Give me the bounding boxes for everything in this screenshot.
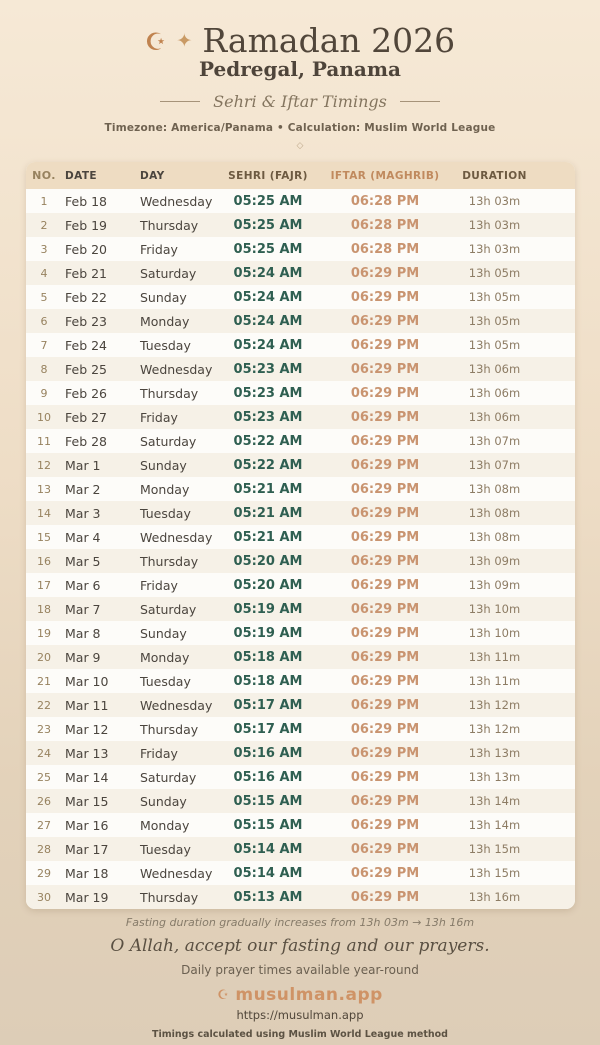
cell-sehri: 05:24 AM bbox=[233, 337, 303, 353]
cell-no: 7 bbox=[40, 338, 48, 352]
cell-duration: 13h 10m bbox=[468, 602, 521, 616]
cell-day: Tuesday bbox=[140, 841, 191, 857]
cell-duration: 13h 15m bbox=[468, 866, 521, 880]
cell-duration: 13h 13m bbox=[468, 746, 521, 760]
cell-iftar: 06:28 PM bbox=[350, 193, 420, 209]
cell-duration: 13h 11m bbox=[468, 674, 521, 688]
table-body bbox=[26, 189, 575, 909]
cell-iftar: 06:29 PM bbox=[350, 265, 420, 281]
cell-iftar: 06:29 PM bbox=[350, 745, 420, 761]
cell-date: Feb 24 bbox=[65, 337, 108, 353]
cell-sehri: 05:20 AM bbox=[233, 553, 303, 569]
table-row bbox=[26, 597, 575, 621]
cell-duration: 13h 08m bbox=[468, 530, 521, 544]
cell-date: Mar 2 bbox=[65, 481, 101, 497]
cell-sehri: 05:23 AM bbox=[233, 361, 303, 377]
cell-no: 10 bbox=[37, 410, 51, 424]
cell-no: 18 bbox=[37, 602, 51, 616]
brand-url: https://musulman.app bbox=[236, 1008, 364, 1022]
cell-duration: 13h 05m bbox=[468, 314, 521, 328]
cell-sehri: 05:14 AM bbox=[233, 841, 303, 857]
cell-day: Friday bbox=[140, 409, 178, 425]
header bbox=[0, 0, 600, 151]
cell-sehri: 05:22 AM bbox=[233, 433, 303, 449]
cell-sehri: 05:20 AM bbox=[233, 577, 303, 593]
cell-iftar: 06:29 PM bbox=[350, 337, 420, 353]
cell-iftar: 06:29 PM bbox=[350, 697, 420, 713]
cell-no: 11 bbox=[37, 434, 51, 448]
cell-date: Mar 15 bbox=[65, 793, 109, 809]
cell-duration: 13h 11m bbox=[468, 650, 521, 664]
daily-times-note: Daily prayer times available year-round bbox=[181, 963, 419, 977]
cell-iftar: 06:29 PM bbox=[350, 385, 420, 401]
cell-iftar: 06:29 PM bbox=[350, 649, 420, 665]
cell-duration: 13h 10m bbox=[468, 626, 521, 640]
table-row bbox=[26, 813, 575, 837]
table-row bbox=[26, 549, 575, 573]
cell-sehri: 05:17 AM bbox=[233, 697, 303, 713]
cell-day: Saturday bbox=[140, 601, 197, 617]
cell-date: Feb 26 bbox=[65, 385, 108, 401]
cell-no: 8 bbox=[40, 362, 48, 376]
cell-duration: 13h 13m bbox=[468, 770, 521, 784]
cell-date: Mar 6 bbox=[65, 577, 101, 593]
cell-iftar: 06:29 PM bbox=[350, 865, 420, 881]
cell-iftar: 06:29 PM bbox=[350, 601, 420, 617]
cell-date: Mar 12 bbox=[65, 721, 109, 737]
table-row bbox=[26, 525, 575, 549]
cell-day: Monday bbox=[140, 817, 190, 833]
table-row bbox=[26, 285, 575, 309]
table-row bbox=[26, 333, 575, 357]
cell-sehri: 05:23 AM bbox=[233, 385, 303, 401]
cell-no: 2 bbox=[40, 218, 48, 232]
cell-no: 15 bbox=[37, 530, 51, 544]
cell-iftar: 06:29 PM bbox=[350, 505, 420, 521]
cell-duration: 13h 03m bbox=[468, 242, 521, 256]
cell-sehri: 05:19 AM bbox=[233, 601, 303, 617]
table-row bbox=[26, 189, 575, 213]
cell-date: Mar 5 bbox=[65, 553, 101, 569]
brand-name: musulman.app bbox=[235, 985, 383, 1005]
table-row bbox=[26, 405, 575, 429]
table-row bbox=[26, 477, 575, 501]
table-row bbox=[26, 501, 575, 525]
section-label: Sehri & Iftar Timings bbox=[213, 92, 387, 111]
cell-iftar: 06:29 PM bbox=[350, 577, 420, 593]
cell-duration: 13h 08m bbox=[468, 482, 521, 496]
cell-sehri: 05:18 AM bbox=[233, 673, 303, 689]
cell-no: 23 bbox=[37, 722, 51, 736]
table-row bbox=[26, 837, 575, 861]
cell-day: Thursday bbox=[140, 385, 199, 401]
cell-duration: 13h 14m bbox=[468, 818, 521, 832]
cell-day: Friday bbox=[140, 745, 178, 761]
cell-sehri: 05:25 AM bbox=[233, 193, 303, 209]
cell-iftar: 06:29 PM bbox=[350, 673, 420, 689]
cell-sehri: 05:16 AM bbox=[233, 769, 303, 785]
divider-line-left bbox=[160, 101, 200, 102]
table-row bbox=[26, 573, 575, 597]
cell-duration: 13h 05m bbox=[468, 266, 521, 280]
location-subtitle: Pedregal, Panama bbox=[198, 57, 402, 81]
cell-iftar: 06:29 PM bbox=[350, 313, 420, 329]
cell-date: Mar 3 bbox=[65, 505, 101, 521]
timings-table bbox=[26, 162, 575, 909]
cell-duration: 13h 05m bbox=[468, 290, 521, 304]
cell-iftar: 06:29 PM bbox=[350, 361, 420, 377]
table-row bbox=[26, 237, 575, 261]
cell-date: Feb 18 bbox=[65, 193, 108, 209]
cell-no: 6 bbox=[40, 314, 48, 328]
cell-iftar: 06:29 PM bbox=[350, 769, 420, 785]
cell-date: Mar 11 bbox=[65, 697, 109, 713]
cell-no: 26 bbox=[37, 794, 51, 808]
cell-no: 22 bbox=[37, 698, 51, 712]
cell-date: Mar 10 bbox=[65, 673, 109, 689]
cell-iftar: 06:29 PM bbox=[350, 817, 420, 833]
cell-day: Wednesday bbox=[140, 697, 213, 713]
cell-duration: 13h 05m bbox=[468, 338, 521, 352]
column-header-iftar: IFTAR (MAGHRIB) bbox=[330, 169, 440, 182]
page-title-row bbox=[0, 21, 600, 60]
cell-iftar: 06:29 PM bbox=[350, 553, 420, 569]
column-header-date: DATE bbox=[65, 169, 97, 182]
brand-row bbox=[0, 985, 600, 1005]
cell-duration: 13h 12m bbox=[468, 698, 521, 712]
cell-duration: 13h 03m bbox=[468, 218, 521, 232]
cell-duration: 13h 15m bbox=[468, 842, 521, 856]
table-row bbox=[26, 381, 575, 405]
cell-sehri: 05:16 AM bbox=[233, 745, 303, 761]
cell-day: Tuesday bbox=[140, 673, 191, 689]
fasting-duration-note: Fasting duration gradually increases from 13h 03m → 13h 16m bbox=[125, 916, 475, 929]
cell-date: Mar 13 bbox=[65, 745, 109, 761]
table-header-row bbox=[26, 162, 575, 189]
cell-date: Mar 4 bbox=[65, 529, 101, 545]
diamond-ornament-icon: ◇ bbox=[296, 141, 304, 151]
cell-no: 3 bbox=[40, 242, 48, 256]
cell-duration: 13h 14m bbox=[468, 794, 521, 808]
column-header-sehri: SEHRI (FAJR) bbox=[228, 169, 308, 182]
cell-iftar: 06:29 PM bbox=[350, 625, 420, 641]
cell-day: Saturday bbox=[140, 433, 197, 449]
table-row bbox=[26, 429, 575, 453]
cell-day: Thursday bbox=[140, 721, 199, 737]
cell-no: 14 bbox=[37, 506, 51, 520]
cell-duration: 13h 08m bbox=[468, 506, 521, 520]
cell-no: 28 bbox=[37, 842, 51, 856]
table-row bbox=[26, 741, 575, 765]
cell-duration: 13h 07m bbox=[468, 458, 521, 472]
cell-no: 29 bbox=[37, 866, 51, 880]
cell-day: Wednesday bbox=[140, 193, 213, 209]
cell-duration: 13h 06m bbox=[468, 362, 521, 376]
cell-duration: 13h 09m bbox=[468, 578, 521, 592]
footer bbox=[0, 916, 600, 1040]
cell-sehri: 05:24 AM bbox=[233, 313, 303, 329]
dua-text: O Allah, accept our fasting and our prayers. bbox=[110, 936, 490, 956]
cell-date: Mar 18 bbox=[65, 865, 109, 881]
cell-day: Wednesday bbox=[140, 529, 213, 545]
cell-sehri: 05:15 AM bbox=[233, 793, 303, 809]
table-row bbox=[26, 357, 575, 381]
cell-date: Feb 27 bbox=[65, 409, 108, 425]
cell-duration: 13h 03m bbox=[468, 194, 521, 208]
cell-iftar: 06:28 PM bbox=[350, 217, 420, 233]
table-row bbox=[26, 861, 575, 885]
cell-duration: 13h 06m bbox=[468, 386, 521, 400]
cell-date: Feb 19 bbox=[65, 217, 108, 233]
cell-sehri: 05:17 AM bbox=[233, 721, 303, 737]
cell-day: Wednesday bbox=[140, 865, 213, 881]
cell-sehri: 05:25 AM bbox=[233, 241, 303, 257]
cell-iftar: 06:29 PM bbox=[350, 289, 420, 305]
column-header-no: NO. bbox=[32, 169, 56, 182]
cell-no: 5 bbox=[40, 290, 48, 304]
cell-sehri: 05:22 AM bbox=[233, 457, 303, 473]
timezone-calculation-meta: Timezone: America/Panama • Calculation: Muslim World League bbox=[104, 122, 496, 134]
cell-day: Tuesday bbox=[140, 337, 191, 353]
cell-sehri: 05:18 AM bbox=[233, 649, 303, 665]
cell-sehri: 05:21 AM bbox=[233, 481, 303, 497]
cell-no: 16 bbox=[37, 554, 51, 568]
brand-crescent-icon: ☪ bbox=[217, 987, 230, 1003]
cell-duration: 13h 12m bbox=[468, 722, 521, 736]
table-row bbox=[26, 213, 575, 237]
table-row bbox=[26, 669, 575, 693]
table-row bbox=[26, 645, 575, 669]
cell-day: Sunday bbox=[140, 457, 187, 473]
cell-sehri: 05:24 AM bbox=[233, 265, 303, 281]
cell-date: Feb 21 bbox=[65, 265, 108, 281]
cell-date: Mar 9 bbox=[65, 649, 101, 665]
table-row bbox=[26, 693, 575, 717]
cell-day: Monday bbox=[140, 481, 190, 497]
cell-day: Thursday bbox=[140, 217, 199, 233]
cell-date: Feb 22 bbox=[65, 289, 108, 305]
cell-day: Thursday bbox=[140, 553, 199, 569]
cell-iftar: 06:29 PM bbox=[350, 409, 420, 425]
cell-sehri: 05:24 AM bbox=[233, 289, 303, 305]
cell-day: Sunday bbox=[140, 289, 187, 305]
cell-iftar: 06:28 PM bbox=[350, 241, 420, 257]
table-row bbox=[26, 885, 575, 909]
cell-date: Feb 23 bbox=[65, 313, 108, 329]
cell-no: 27 bbox=[37, 818, 51, 832]
star-icon: ✦ bbox=[176, 29, 193, 52]
column-header-day: DAY bbox=[140, 169, 165, 182]
cell-duration: 13h 09m bbox=[468, 554, 521, 568]
cell-day: Monday bbox=[140, 649, 190, 665]
cell-day: Friday bbox=[140, 241, 178, 257]
cell-no: 25 bbox=[37, 770, 51, 784]
cell-day: Friday bbox=[140, 577, 178, 593]
cell-no: 13 bbox=[37, 482, 51, 496]
cell-day: Saturday bbox=[140, 769, 197, 785]
cell-no: 21 bbox=[37, 674, 51, 688]
cell-day: Sunday bbox=[140, 793, 187, 809]
crescent-moon-icon: ☪ bbox=[144, 28, 167, 56]
cell-no: 9 bbox=[40, 386, 48, 400]
cell-iftar: 06:29 PM bbox=[350, 457, 420, 473]
cell-day: Tuesday bbox=[140, 505, 191, 521]
cell-iftar: 06:29 PM bbox=[350, 481, 420, 497]
cell-no: 24 bbox=[37, 746, 51, 760]
cell-iftar: 06:29 PM bbox=[350, 721, 420, 737]
cell-duration: 13h 06m bbox=[468, 410, 521, 424]
cell-date: Mar 8 bbox=[65, 625, 101, 641]
cell-day: Monday bbox=[140, 313, 190, 329]
cell-date: Mar 1 bbox=[65, 457, 101, 473]
table-row bbox=[26, 765, 575, 789]
cell-day: Saturday bbox=[140, 265, 197, 281]
calculation-method-note: Timings calculated using Muslim World League method bbox=[152, 1029, 448, 1040]
cell-sehri: 05:25 AM bbox=[233, 217, 303, 233]
cell-date: Mar 14 bbox=[65, 769, 109, 785]
cell-date: Feb 25 bbox=[65, 361, 108, 377]
cell-date: Feb 28 bbox=[65, 433, 108, 449]
cell-sehri: 05:21 AM bbox=[233, 505, 303, 521]
cell-date: Feb 20 bbox=[65, 241, 108, 257]
section-divider bbox=[0, 92, 600, 111]
table-row bbox=[26, 261, 575, 285]
cell-sehri: 05:13 AM bbox=[233, 889, 303, 905]
divider-line-right bbox=[400, 101, 440, 102]
cell-iftar: 06:29 PM bbox=[350, 889, 420, 905]
cell-day: Thursday bbox=[140, 889, 199, 905]
table-row bbox=[26, 789, 575, 813]
cell-duration: 13h 07m bbox=[468, 434, 521, 448]
cell-sehri: 05:14 AM bbox=[233, 865, 303, 881]
cell-no: 19 bbox=[37, 626, 51, 640]
cell-date: Mar 16 bbox=[65, 817, 109, 833]
cell-no: 12 bbox=[37, 458, 51, 472]
cell-sehri: 05:23 AM bbox=[233, 409, 303, 425]
cell-date: Mar 19 bbox=[65, 889, 109, 905]
cell-iftar: 06:29 PM bbox=[350, 529, 420, 545]
table-row bbox=[26, 309, 575, 333]
cell-day: Sunday bbox=[140, 625, 187, 641]
cell-date: Mar 17 bbox=[65, 841, 109, 857]
table-row bbox=[26, 453, 575, 477]
cell-no: 1 bbox=[40, 194, 48, 208]
cell-no: 4 bbox=[40, 266, 48, 280]
cell-no: 30 bbox=[37, 890, 51, 904]
cell-day: Wednesday bbox=[140, 361, 213, 377]
cell-iftar: 06:29 PM bbox=[350, 841, 420, 857]
cell-duration: 13h 16m bbox=[468, 890, 521, 904]
column-header-duration: DURATION bbox=[462, 169, 527, 182]
cell-sehri: 05:19 AM bbox=[233, 625, 303, 641]
cell-iftar: 06:29 PM bbox=[350, 793, 420, 809]
table-row bbox=[26, 717, 575, 741]
cell-no: 17 bbox=[37, 578, 51, 592]
cell-date: Mar 7 bbox=[65, 601, 101, 617]
table-row bbox=[26, 621, 575, 645]
cell-no: 20 bbox=[37, 650, 51, 664]
page-title: Ramadan 2026 bbox=[202, 21, 456, 60]
cell-sehri: 05:15 AM bbox=[233, 817, 303, 833]
cell-sehri: 05:21 AM bbox=[233, 529, 303, 545]
cell-iftar: 06:29 PM bbox=[350, 433, 420, 449]
